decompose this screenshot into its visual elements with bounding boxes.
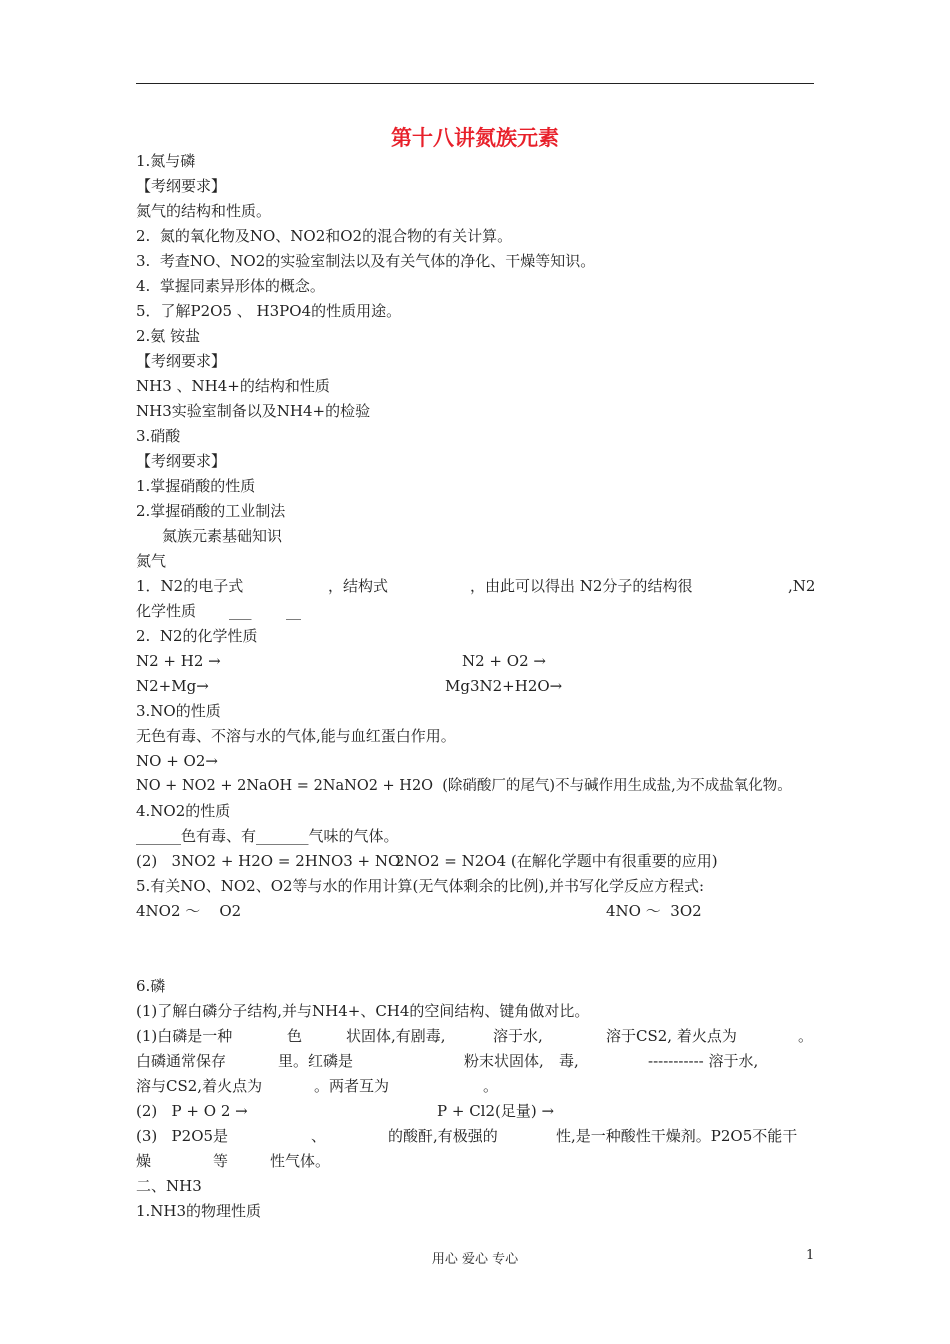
equation: N2+Mg→ [136,677,209,695]
text-line: NH3实验室制备以及NH4+的检验 [136,402,371,420]
equation-line [136,676,563,696]
section-heading: 3.硝酸 [136,427,181,445]
text-segment: 燥 [136,1152,152,1170]
text-segment: 状固体,有剧毒, [346,1027,446,1045]
blank: __ [286,602,301,620]
equation: Mg3N2+H2O→ [445,677,563,695]
text-segment: 的酸酐,有极强的 [388,1127,498,1145]
text-line: 2. N2的化学性质 [136,627,258,645]
text-segment: ,N2 [788,577,816,595]
text-segment: ----------- 溶于水, [648,1052,759,1070]
fill-blank-line [136,1151,331,1171]
text-segment: ，由此可以得出 N2分子的结构很 [470,577,693,595]
text-segment: (1)白磷是一种 [136,1027,233,1045]
fill-blank-line [136,1126,814,1146]
section-heading: 4.NO2的性质 [136,802,231,820]
equation-line [136,651,546,671]
fill-blank-line [136,576,814,596]
text-segment: 溶于CS2, 着火点为 [606,1027,737,1045]
text-segment: 白磷通常保存 [136,1052,227,1070]
text-line: 2. 氮的氧化物及NO、NO2和O2的混合物的有关计算。 [136,227,513,245]
text-line: 5.有关NO、NO2、O2等与水的作用计算(无气体剩余的比例),并书写化学反应方程式: [136,877,705,895]
text-segment: 性,是一种酸性干燥剂。P2O5不能干 [556,1127,798,1145]
text-segment: ，结构式 [328,577,389,595]
page-title: 第十八讲氮族元素 [391,126,559,150]
equation-line [136,851,718,871]
text-segment: 。两者互为 [314,1077,390,1095]
equation: NO + O2→ [136,752,218,770]
text-segment: 。 [483,1077,499,1095]
text-line: 3. 考查NO、NO2的实验室制法以及有关气体的净化、干燥等知识。 [136,252,596,270]
text-line: 氮气 [136,552,167,570]
section-heading: 1.氮与磷 [136,152,196,170]
text-line: 无色有毒、不溶与水的气体,能与血红蛋白作用。 [136,727,456,745]
header-rule [136,83,814,84]
page-number: 1 [806,1248,815,1263]
text-segment: 。 [798,1027,814,1045]
blank: ___ [229,602,252,620]
text-segment: 毒, [559,1052,579,1070]
text-line: 2.掌握硝酸的工业制法 [136,502,286,520]
section-heading: 3.NO的性质 [136,702,221,720]
equation-line [136,901,702,921]
text-segment: 等 [213,1152,229,1170]
equation-line [136,1101,555,1121]
equation: (2) P + O 2 → [136,1102,248,1120]
text-line: 4. 掌握同素异形体的概念。 [136,277,325,295]
text-line: 氮气的结构和性质。 [136,202,272,220]
equation: 2NO2 = N2O4 (在解化学题中有很重要的应用) [395,852,718,870]
section-heading: 二、NH3 [136,1177,202,1195]
exam-requirements-heading: 【考纲要求】 [136,452,227,470]
fill-blank-line [136,1051,814,1071]
subsection-heading: 氮族元素基础知识 [162,527,283,545]
text-segment: 1．N2的电子式 [136,577,244,595]
equation: (2) 3NO2 + H2O = 2HNO3 + NO [136,852,401,870]
exam-requirements-heading: 【考纲要求】 [136,177,227,195]
text-segment: 溶于水, [493,1027,543,1045]
text-segment: 溶与CS2,着火点为 [136,1077,263,1095]
equation: P + Cl2(足量) → [437,1102,555,1120]
text-segment: (3) P2O5是 [136,1127,229,1145]
section-heading: 2.氨 铵盐 [136,327,201,345]
text-line: 1.NH3的物理性质 [136,1202,262,1220]
equation: N2 + O2 → [462,652,546,670]
equation: N2 + H2 → [136,652,221,670]
fill-blank-line [136,1076,499,1096]
text-line: 1.掌握硝酸的性质 [136,477,256,495]
equation: 4NO2 ～ O2 [136,902,242,920]
text-segment: 性气体。 [270,1152,331,1170]
text-segment: 、 [311,1127,327,1145]
fill-blank-line [136,1026,814,1046]
text-segment: 化学性质 [136,602,197,620]
text-line: NH3 、NH4+的结构和性质 [136,377,330,395]
footer-motto: 用心 爱心 专心 [431,1252,519,1267]
exam-requirements-heading: 【考纲要求】 [136,352,227,370]
text-line: 5．了解P2O5 、 H3PO4的性质用途。 [136,302,402,320]
section-heading: 6.磷 [136,977,166,995]
fill-blank-line: ______色有毒、有_______气味的气体。 [136,827,399,845]
fill-blank-line [136,601,301,621]
text-segment: 色 [287,1027,303,1045]
text-segment: 里。红磷是 [278,1052,354,1070]
text-segment: 粉末状固体, [464,1052,544,1070]
equation: 4NO ～ 3O2 [606,902,702,920]
equation: NO + NO2 + 2NaOH = 2NaNO2 + H2O (除硝酸厂的尾气)不与碱作用生成盐,为不成盐氧化物。 [136,778,792,794]
text-line: (1)了解白磷分子结构,并与NH4+、CH4的空间结构、键角做对比。 [136,1002,590,1020]
